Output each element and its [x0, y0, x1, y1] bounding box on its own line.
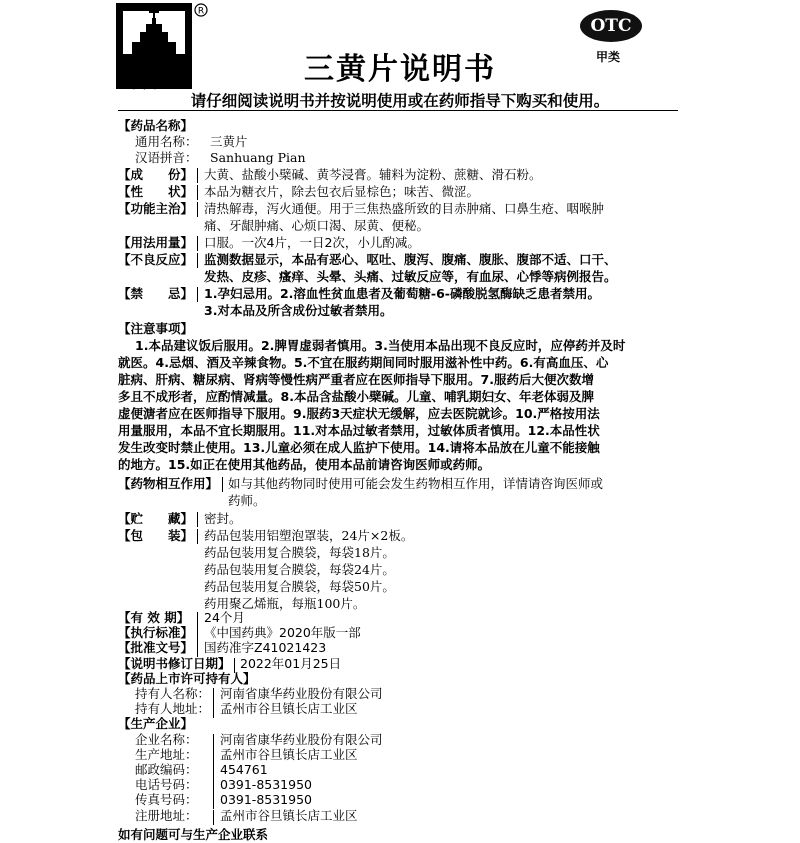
section-label: 【药品名称】 [118, 118, 194, 133]
svg-text:R: R [197, 6, 205, 17]
manufacturer-detail-label: 注册地址： [135, 807, 198, 823]
validity-value: 24个月 [204, 610, 245, 625]
dosage-value: 口服。一次4片，一日2次，小儿酌减。 [204, 235, 420, 250]
manufacturer-detail-value: 孟州市谷旦镇长店工业区 [220, 807, 358, 823]
description-value: 本品为糖衣片，除去包衣后显棕色；味苦、微涩。 [204, 184, 480, 199]
packaging-line: 药品包装用铝塑泡罩装，24片×2板。 [204, 528, 414, 543]
generic-name-label: 通用名称： [135, 134, 198, 149]
otc-class-label: 甲类 [596, 50, 621, 64]
manufacturer-detail-label: 电话号码： [135, 777, 198, 793]
field-separator [213, 794, 214, 809]
field-separator [213, 764, 214, 779]
packaging-line: 药品包装用复合膜袋，每袋50片。 [204, 579, 395, 594]
indications-line: 痛、牙龈肿痛、心烦口渴、尿黄、便秘。 [204, 218, 430, 233]
adverse-line: 发热、皮疹、瘙痒、头晕、头痛、过敏反应等，有血尿、心悸等病例报告。 [204, 269, 617, 284]
standard-value: 《中国药典》2020年版一部 [204, 625, 361, 641]
precaution-line: 发生改变时禁止使用。13.儿童必须在成人监护下使用。14.请将本品放在儿童不能接触 [118, 440, 600, 455]
interactions-line: 药师。 [228, 493, 266, 508]
footer-contact-note: 如有问题可与生产企业联系 [118, 826, 269, 842]
precaution-line: 就医。4.忌烟、酒及辛辣食物。5.不宜在服药期间同时服用滋补性中药。6.有高血压、心 [118, 355, 609, 370]
manufacturer-detail-value: 454761 [220, 762, 268, 777]
holder-name-value: 河南省康华药业股份有限公司 [220, 686, 383, 701]
interactions-line: 如与其他药物同时使用可能会发生药物相互作用，详情请咨询医师或 [228, 476, 604, 491]
contraindication-line: 3.对本品及所含成份过敏者禁用。 [204, 303, 393, 318]
precaution-line: 1.本品建议饭后服用。2.脾胃虚弱者慎用。3.当使用本品出现不良反应时，应停药并及时 [135, 338, 626, 353]
pinyin-value: Sanhuang Pian [210, 150, 306, 165]
pinyin-label: 汉语拼音： [135, 150, 198, 165]
header-divider [118, 110, 678, 111]
revision-value: 2022年01月25日 [240, 655, 342, 671]
manufacturer-detail-label: 传真号码： [135, 792, 198, 808]
brand-name: 英雄 [133, 77, 164, 92]
approval-value: 国药准字Z41021423 [204, 640, 327, 656]
storage-value: 密封。 [204, 511, 242, 526]
field-separator [213, 810, 214, 825]
precaution-line: 的地方。15.如正在使用其他药品，使用本品前请咨询医师或药师。 [118, 457, 491, 472]
packaging-line: 药用聚乙烯瓶，每瓶100片。 [204, 596, 366, 611]
manufacturer-detail-label: 邮政编码： [135, 762, 198, 777]
otc-badge: OTC [580, 10, 642, 42]
packaging-line: 药品包装用复合膜袋，每袋18片。 [204, 545, 395, 560]
adverse-line: 监测数据显示，本品有恶心、呕吐、腹泻、腹痛、腹胀、腹部不适、口干、 [204, 252, 617, 267]
usage-notice: 请仔细阅读说明书并按说明使用或在药师指导下购买和使用。 [190, 92, 610, 110]
generic-name-value: 三黄片 [210, 134, 248, 149]
precaution-line: 虚便溏者应在医师指导下服用。9.服药3天症状无缓解，应去医院就诊。10.严格按用法 [118, 406, 600, 421]
precaution-line: 多且不成形者，应酌情减量。8.本品含盐酸小檗碱。儿童、哺乳期妇女、年老体弱及脾 [118, 389, 594, 404]
precautions-text [118, 337, 678, 473]
holder-address-value: 孟州市谷旦镇长店工业区 [220, 701, 358, 717]
page-title: 三黄片说明书 [304, 52, 496, 87]
packaging-line: 药品包装用复合膜袋，每袋24片。 [204, 562, 395, 577]
indications-line: 清热解毒，泻火通便。用于三焦热盛所致的目赤肿痛、口鼻生疮、咽喉肿 [204, 201, 605, 216]
manufacturer-detail-value: 0391-8531950 [220, 777, 312, 793]
manufacturer-detail-value: 0391-8531950 [220, 792, 312, 808]
precaution-line: 用量服用，本品不宜长期服用。11.对本品过敏者禁用，过敏体质者慎用。12.本品性状 [118, 423, 600, 438]
precaution-line: 脏病、肝病、糖尿病、肾病等慢性病严重者应在医师指导下服用。7.服药后大便次数增 [118, 372, 594, 387]
contraindication-line: 1.孕妇忌用。2.溶血性贫血患者及葡萄糖-6-磷酸脱氢酶缺乏患者禁用。 [204, 286, 600, 301]
field-separator [213, 779, 214, 794]
composition-value: 大黄、盐酸小檗碱、黄芩浸膏。辅料为淀粉、蔗糖、滑石粉。 [204, 167, 542, 182]
